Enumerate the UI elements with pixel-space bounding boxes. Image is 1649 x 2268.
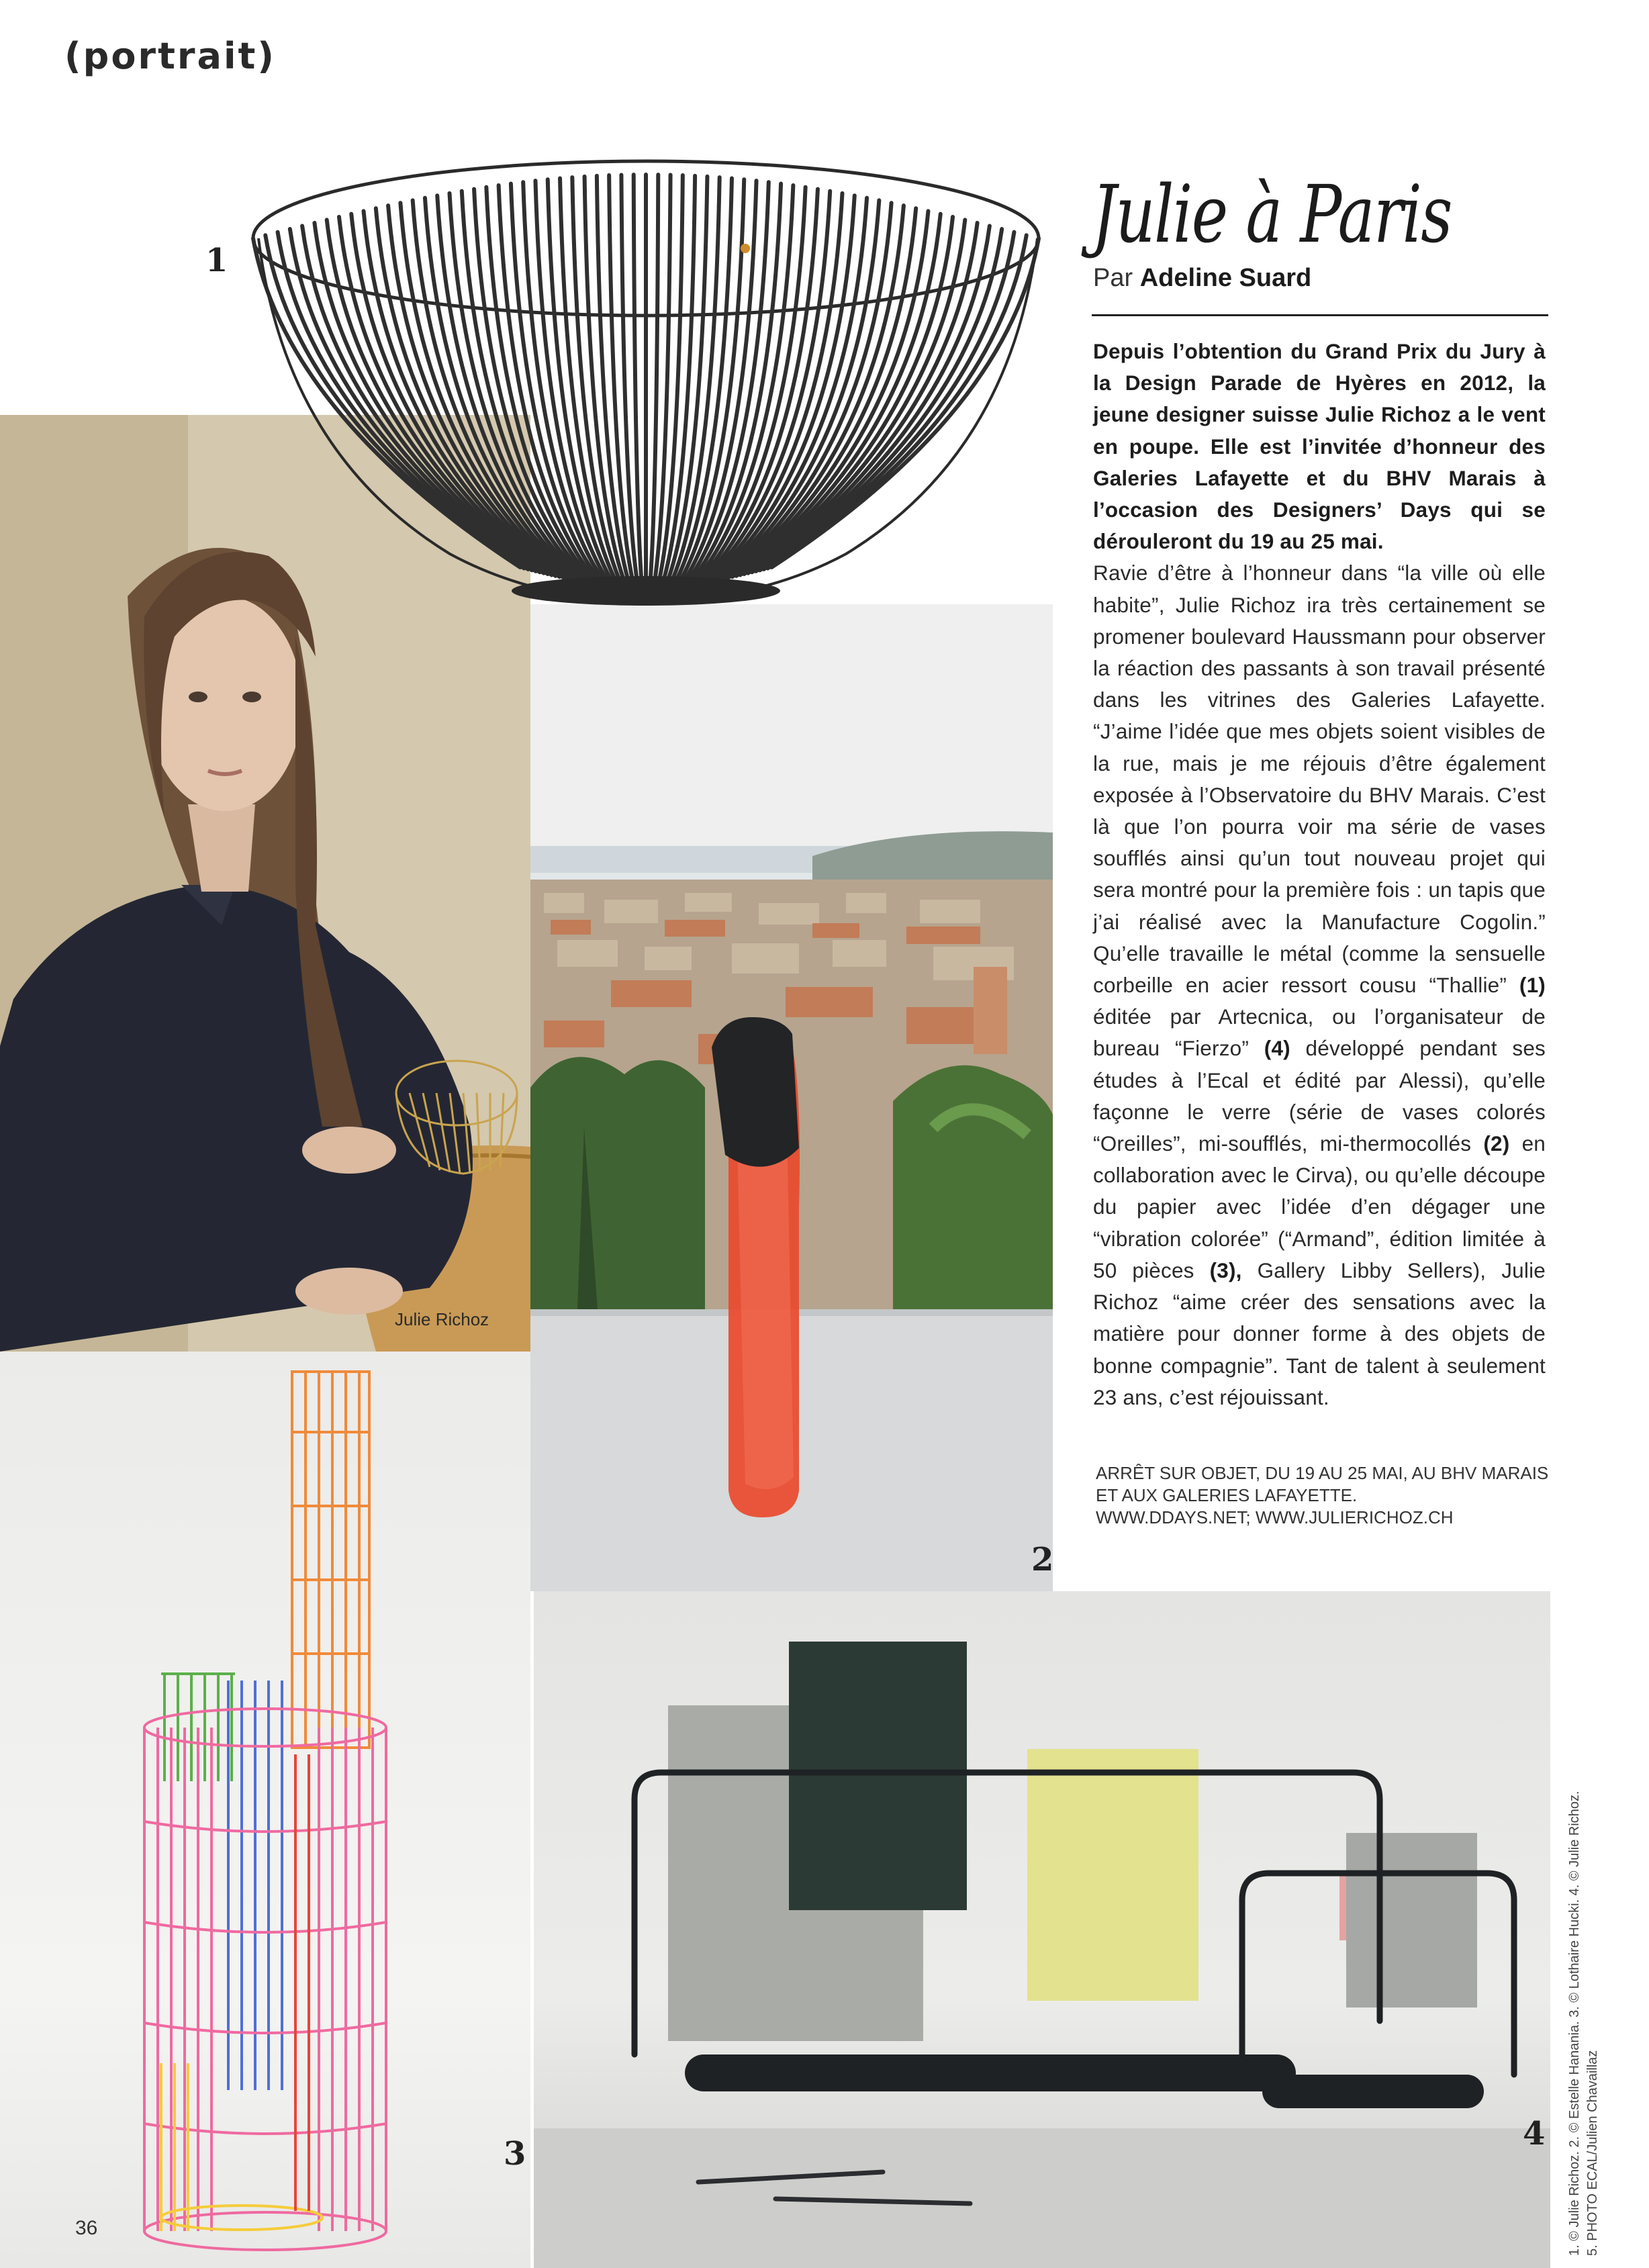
byline-author: Adeline Suard [1139, 264, 1312, 292]
title-rule [1092, 314, 1548, 316]
byline-prefix: Par [1093, 264, 1133, 292]
photo-ref-4: (4) [1264, 1036, 1290, 1061]
desk-organizer-illustration [534, 1591, 1550, 2268]
photo-number-3: 3 [504, 2135, 526, 2173]
info-line-1: ARRÊT SUR OBJET, DU 19 AU 25 MAI, AU BHV MARAIS [1096, 1463, 1549, 1483]
article-paragraph: Ravie d’être à l’honneur dans “la ville où elle habite”, Julie Richoz ira très certainement se promener boulevard Haussmann pour observer la réaction des passants à son travail présenté dans les vitrines des Galeries Lafayette. “J’aime l’idée que mes objets soient visibles de la rue, mais je me réjouis d’être également exposée à l’Observatoire du BHV Marais. C’est là que l’on pourra voir ma série de vases soufflés ainsi qu’un tout nouveau projet qui sera montré pour la première fois : un tapis que j’ai réalisé avec la Manufacture Cogolin.” Qu’elle travaille le métal (comme la sensuelle corbeille en acier ressort cousu “Thallie” (1) éditée par Artecnica, ou l’organisateur de bureau “Fierzo” (4) développé pendant ses études à l’Ecal et édité par Alessi), qu’elle façonne le verre (série de vases colorés “Oreilles”, mi-soufflés, mi-thermocollés (2) en collaboration avec le Cirva), ou qu’elle découpe du papier avec l’idée d’en dégager une “vibration colorée” (“Armand”, édition limitée à 50 pièces (3), Gallery Libby Sellers), Julie Richoz “aime créer des sensations avec la matière pour donner forme à des objets de bonne compagnie”. Tant de talent à seulement 23 ans, c’est réjouissant. [1093, 561, 1546, 1409]
article-title: Julie à Paris [1092, 168, 1452, 261]
article-body [1093, 336, 1546, 1413]
section-tag: (portrait) [64, 35, 276, 77]
wire-vessel-photo [0, 1352, 530, 2268]
credits-line-1: 1. © Julie Richoz. 2. © Estelle Hanania. 3. © Lothaire Hucki. 4. © Julie Richoz. [1567, 1791, 1582, 2256]
wire-vessel-illustration [0, 1352, 530, 2268]
wire-bowl-illustration [222, 138, 1074, 614]
photo-credits [1566, 1517, 1602, 2256]
photo-number-1: 1 [205, 242, 228, 279]
photo-ref-1: (1) [1519, 973, 1546, 998]
credits-line-2: 5. PHOTO ECAL/Julien Chavaillaz [1585, 2050, 1600, 2256]
vase-illustration [530, 604, 1053, 1591]
info-line-2: ET AUX GALERIES LAFAYETTE. [1096, 1485, 1358, 1505]
bowl-wire [650, 175, 658, 587]
vase-photo [530, 604, 1053, 1591]
photo-number-2: 2 [1031, 1541, 1054, 1578]
portrait-caption: Julie Richoz [395, 1309, 489, 1329]
bowl-wire [634, 175, 642, 587]
article-lead: Depuis l’obtention du Grand Prix du Jury à la Design Parade de Hyères en 2012, la jeune designer suisse Julie Richoz a le vent en poupe. Elle est l’invitée d’honneur des Galeries Lafayette et du BHV Marais à l’occasion des Designers’ Days qui se dérouleront du 19 au 25 mai. [1093, 339, 1546, 554]
desk-organizer-photo [534, 1591, 1550, 2268]
photo-number-4: 4 [1523, 2115, 1546, 2153]
practical-info [1096, 1462, 1552, 1529]
page-number: 36 [75, 2217, 98, 2239]
byline [1093, 264, 1311, 293]
info-line-3: WWW.DDAYS.NET; WWW.JULIERICHOZ.CH [1096, 1507, 1454, 1527]
photo-ref-3: (3), [1209, 1258, 1242, 1282]
photo-ref-2: (2) [1483, 1131, 1510, 1156]
